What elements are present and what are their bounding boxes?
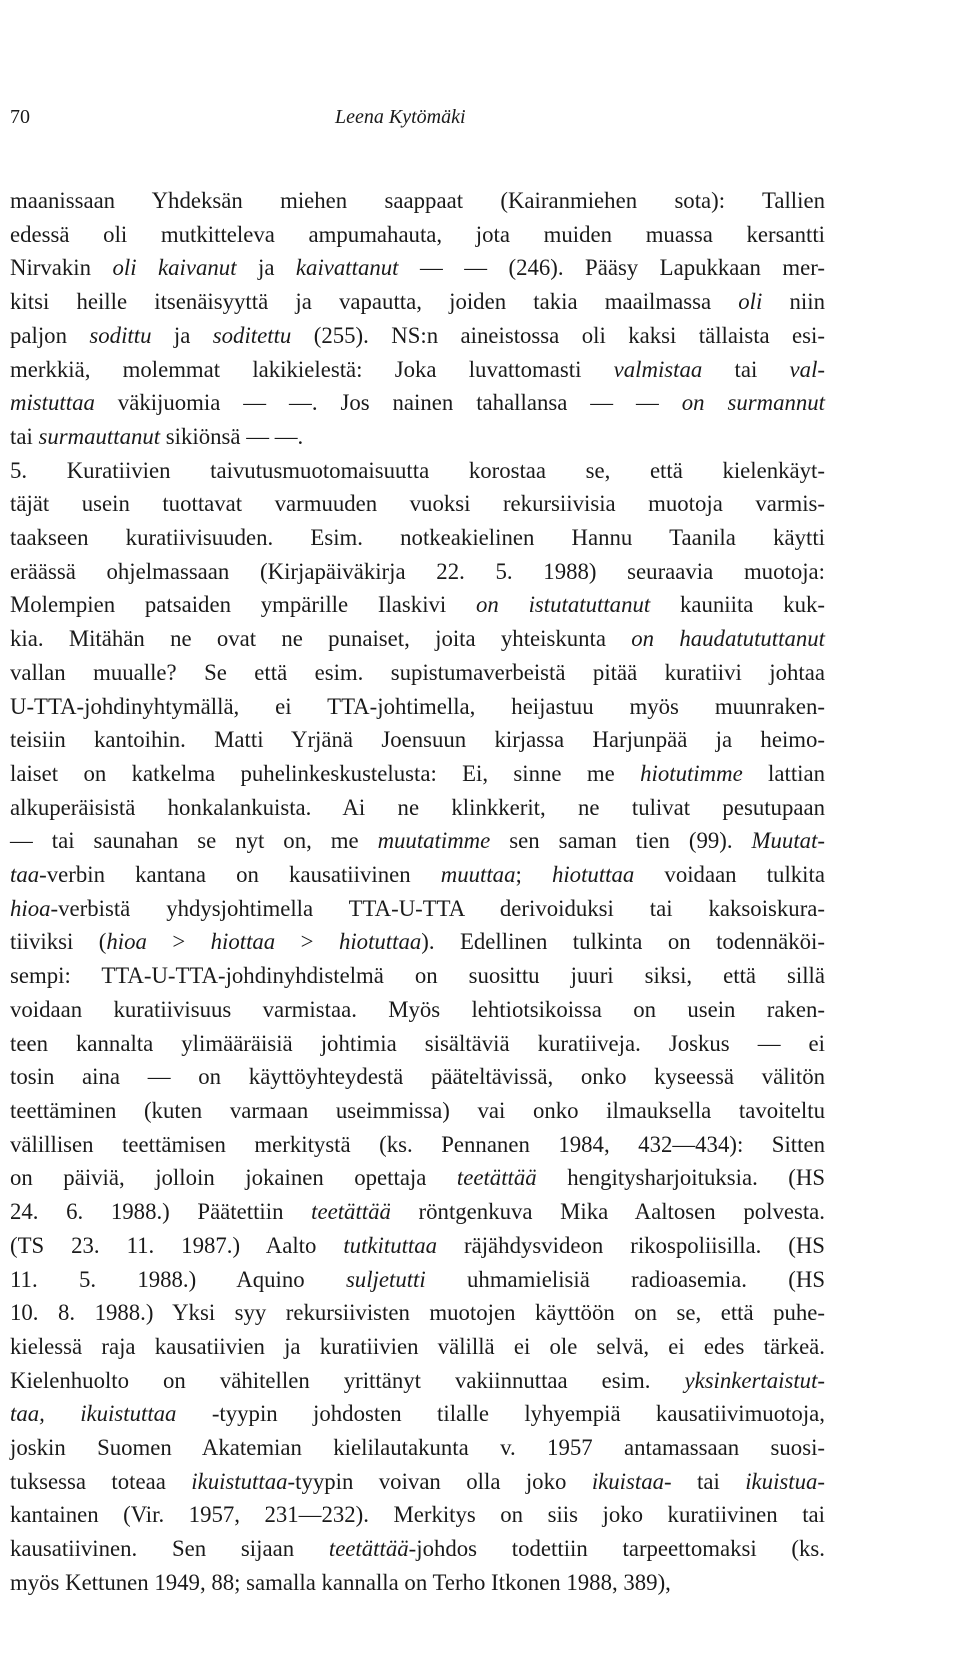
text-run: ;: [515, 862, 552, 888]
text-run: kauniita kuk-: [650, 592, 825, 618]
text-run: väkijuomia — —. Jos nainen tahallansa — —: [94, 390, 682, 416]
text-line: [10, 1263, 825, 1297]
italic-term: on haudatututtanut: [631, 626, 826, 652]
italic-term: surmauttanut: [38, 423, 161, 449]
text-line: [10, 1330, 825, 1364]
text-run: voidaan kuratiivisuus varmistaa. Myös lehtiotsikoissa on usein raken-: [10, 996, 825, 1022]
italic-term: val-: [789, 356, 825, 382]
text-run: merkkiä, molemmat lakikielestä: Joka luvattomasti: [10, 356, 614, 382]
running-head-author: Leena Kytömäki: [335, 106, 466, 128]
text-line: [10, 184, 825, 218]
text-line: [10, 353, 825, 387]
italic-term: kaivattanut: [295, 255, 399, 281]
italic-term: on istutatuttanut: [476, 592, 651, 618]
text-run: sikiönsä — —.: [160, 423, 304, 449]
text-run: on päiviä, jolloin jokainen opettaja: [10, 1165, 457, 1191]
italic-term: on surmannut: [681, 390, 826, 416]
italic-term: hioa: [106, 929, 147, 955]
text-line: [10, 1566, 825, 1600]
text-run: kantainen (Vir. 1957, 231—232). Merkitys on siis joko kuratiivinen tai: [10, 1502, 825, 1528]
italic-term: taa, ikuistuttaa: [10, 1401, 177, 1427]
text-run: sempi: TTA-U-TTA-johdinyhdistelmä on suosittu juuri siksi, että sillä: [10, 963, 825, 989]
text-run: edessä oli mutkitteleva ampumahauta, jota muiden muassa kersantti: [10, 221, 825, 247]
italic-term: muuttaa: [440, 862, 516, 888]
text-run: (255). NS:n aineistossa oli kaksi tällaista esi-: [291, 322, 825, 348]
text-line: [10, 892, 825, 926]
text-run: ja: [151, 322, 213, 348]
text-run: niin: [762, 289, 825, 315]
text-line: [10, 454, 825, 488]
text-line: [10, 622, 825, 656]
text-run: >: [275, 929, 339, 955]
text-run: ja: [236, 255, 296, 281]
page-number: 70: [10, 106, 30, 128]
text-line: [10, 1397, 825, 1431]
italic-term: ikuistuttaa: [191, 1468, 288, 1494]
text-run: -verbistä yhdysjohtimella TTA-U-TTA derivoiduksi tai kaksoiskura-: [50, 895, 825, 921]
text-run: teen kannalta ylimääräisiä johtimia sisältäviä kuratiiveja. Joskus — ei: [10, 1030, 825, 1056]
text-run: - tai: [664, 1468, 746, 1494]
text-run: teettäminen (kuten varmaan useimmissa) vai onko ilmauksella tavoiteltu: [10, 1097, 825, 1123]
italic-term: soditettu: [212, 322, 292, 348]
text-line: [10, 521, 825, 555]
text-line: [10, 925, 825, 959]
text-run: kia. Mitähän ne ovat ne punaiset, joita yhteiskunta: [10, 626, 632, 652]
text-line: [10, 1431, 825, 1465]
italic-term: Muutat-: [751, 828, 825, 854]
text-line: [10, 1060, 825, 1094]
text-line: [10, 218, 825, 252]
text-run: >: [146, 929, 211, 955]
text-run: 24. 6. 1988.) Päätettiin: [10, 1199, 312, 1225]
italic-term: oli: [738, 289, 763, 315]
text-line: [10, 588, 825, 622]
text-run: myös Kettunen 1949, 88; samalla kannalla on Terho Itkonen 1988, 389),: [10, 1569, 671, 1595]
text-line: [10, 1296, 825, 1330]
text-run: -tyypin voivan olla joko: [287, 1468, 592, 1494]
text-run: tai: [702, 356, 790, 382]
italic-term: sodittu: [89, 322, 152, 348]
text-line: [10, 555, 825, 589]
text-run: välillisen teettämisen merkitystä (ks. Pennanen 1984, 432—434): Sitten: [10, 1131, 825, 1157]
text-run: räjähdysvideon rikospoliisilla. (HS: [437, 1232, 825, 1258]
text-run: kitsi heille itsenäisyyttä ja vapautta, joiden takia maailmassa: [10, 289, 739, 315]
text-run: — — (246). Pääsy Lapukkaan mer-: [398, 255, 825, 281]
italic-term: hioa: [10, 895, 51, 921]
text-line: [10, 420, 825, 454]
italic-term: hiotuttaa: [338, 929, 422, 955]
text-run: (TS 23. 11. 1987.) Aalto: [10, 1232, 344, 1258]
text-run: 11. 5. 1988.) Aquino: [10, 1266, 346, 1292]
text-run: 5. Kuratiivien taivutusmuotomaisuutta korostaa se, että kielenkäyt-: [10, 457, 825, 483]
text-line: [10, 757, 825, 791]
text-run: — tai saunahan se nyt on, me: [10, 828, 378, 854]
text-run: tosin aina — on käyttöyhteydestä pääteltävissä, onko kyseessä välitön: [10, 1064, 825, 1090]
italic-term: hiottaa: [210, 929, 276, 955]
text-run: röntgenkuva Mika Aaltosen polvesta.: [390, 1199, 825, 1225]
text-line: [10, 319, 825, 353]
italic-term: mistuttaa: [10, 390, 95, 416]
text-run: Nirvakin: [10, 255, 113, 281]
body-text: [10, 184, 825, 1600]
italic-term: teetättää: [311, 1199, 391, 1225]
text-run: -verbin kantana on kausatiivinen: [39, 862, 441, 888]
text-line: [10, 993, 825, 1027]
text-run: täjät usein tuottavat varmuuden vuoksi rekursiivisia muotoja varmis-: [10, 491, 825, 517]
text-line: [10, 723, 825, 757]
text-run: tai: [10, 423, 39, 449]
text-line: [10, 285, 825, 319]
text-run: vallan muualle? Se että esim. supistumaverbeistä pitää kuratiivi johtaa: [10, 659, 825, 685]
italic-term: hiotuttaa: [551, 862, 635, 888]
text-line: [10, 1532, 825, 1566]
text-line: [10, 1465, 825, 1499]
text-run: Molempien patsaiden ympärille Ilaskivi: [10, 592, 477, 618]
text-run: -tyypin johdosten tilalle lyhyempiä kausatiivimuotoja,: [176, 1401, 825, 1427]
text-line: [10, 1161, 825, 1195]
text-line: [10, 1195, 825, 1229]
text-line: [10, 1364, 825, 1398]
text-run: lattian: [742, 760, 826, 786]
text-line: [10, 791, 825, 825]
text-run: eräässä ohjelmassaan (Kirjapäiväkirja 22. 5. 1988) seuraavia muotoja:: [10, 558, 825, 584]
text-run: tiiviksi (: [10, 929, 107, 955]
text-run: kausatiivinen. Sen sijaan: [10, 1536, 329, 1562]
text-run: sen saman tien (99).: [490, 828, 752, 854]
italic-term: ikuistua: [745, 1468, 818, 1494]
italic-term: teetättää: [456, 1165, 537, 1191]
text-run: hengitysharjoituksia. (HS: [536, 1165, 826, 1191]
text-run: -: [817, 1468, 825, 1494]
text-line: [10, 487, 825, 521]
text-line: [10, 959, 825, 993]
text-run: ). Edellinen tulkinta on todennäköi-: [421, 929, 825, 955]
text-run: uhmamielisiä radioasemia. (HS: [425, 1266, 825, 1292]
text-run: voidaan tulkita: [634, 862, 825, 888]
text-run: 10. 8. 1988.) Yksi syy rekursiivisten muotojen käyttöön on se, että puhe-: [10, 1300, 825, 1326]
text-line: [10, 1498, 825, 1532]
text-line: [10, 656, 825, 690]
text-run: tuksessa toteaa: [10, 1468, 192, 1494]
text-run: kielessä raja kausatiivien ja kuratiivien välillä ei ole selvä, ei edes tärkeä.: [10, 1333, 825, 1359]
text-run: U-TTA-johdinyhtymällä, ei TTA-johtimella, heijastuu myös muunraken-: [10, 693, 825, 719]
italic-term: tutkituttaa: [343, 1232, 438, 1258]
italic-term: teetättää: [328, 1536, 409, 1562]
italic-term: hiotutimme: [640, 760, 743, 786]
text-line: [10, 858, 825, 892]
text-line: [10, 1094, 825, 1128]
text-run: maanissaan Yhdeksän miehen saappaat (Kairanmiehen sota): Tallien: [10, 188, 825, 213]
text-line: [10, 251, 825, 285]
text-line: [10, 824, 825, 858]
text-line: [10, 690, 825, 724]
text-line: [10, 1128, 825, 1162]
italic-term: valmistaa: [613, 356, 703, 382]
text-line: [10, 1027, 825, 1061]
text-run: taakseen kuratiivisuuden. Esim. notkeakielinen Hannu Taanila käytti: [10, 525, 825, 551]
text-run: joskin Suomen Akatemian kielilautakunta v. 1957 antamassaan suosi-: [10, 1435, 825, 1461]
text-run: alkuperäisistä honkalankuista. Ai ne klinkkerit, ne tulivat pesutupaan: [10, 794, 825, 820]
italic-term: suljetutti: [345, 1266, 426, 1292]
text-run: Kielenhuolto on vähitellen yrittänyt vakiinnuttaa esim.: [10, 1367, 685, 1393]
text-run: laiset on katkelma puhelinkeskustelusta: Ei, sinne me: [10, 760, 641, 786]
italic-term: oli kaivanut: [112, 255, 237, 281]
text-run: paljon: [10, 322, 90, 348]
text-run: -johdos todettiin tarpeettomaksi (ks.: [408, 1536, 825, 1562]
text-run: teisiin kantoihin. Matti Yrjänä Joensuun kirjassa Harjunpää ja heimo-: [10, 727, 825, 753]
italic-term: ikuistaa: [591, 1468, 664, 1494]
italic-term: yksinkertaistut-: [684, 1367, 825, 1393]
italic-term: muutatimme: [377, 828, 491, 854]
text-line: [10, 1229, 825, 1263]
text-line: [10, 386, 825, 420]
italic-term: taa: [10, 862, 40, 888]
